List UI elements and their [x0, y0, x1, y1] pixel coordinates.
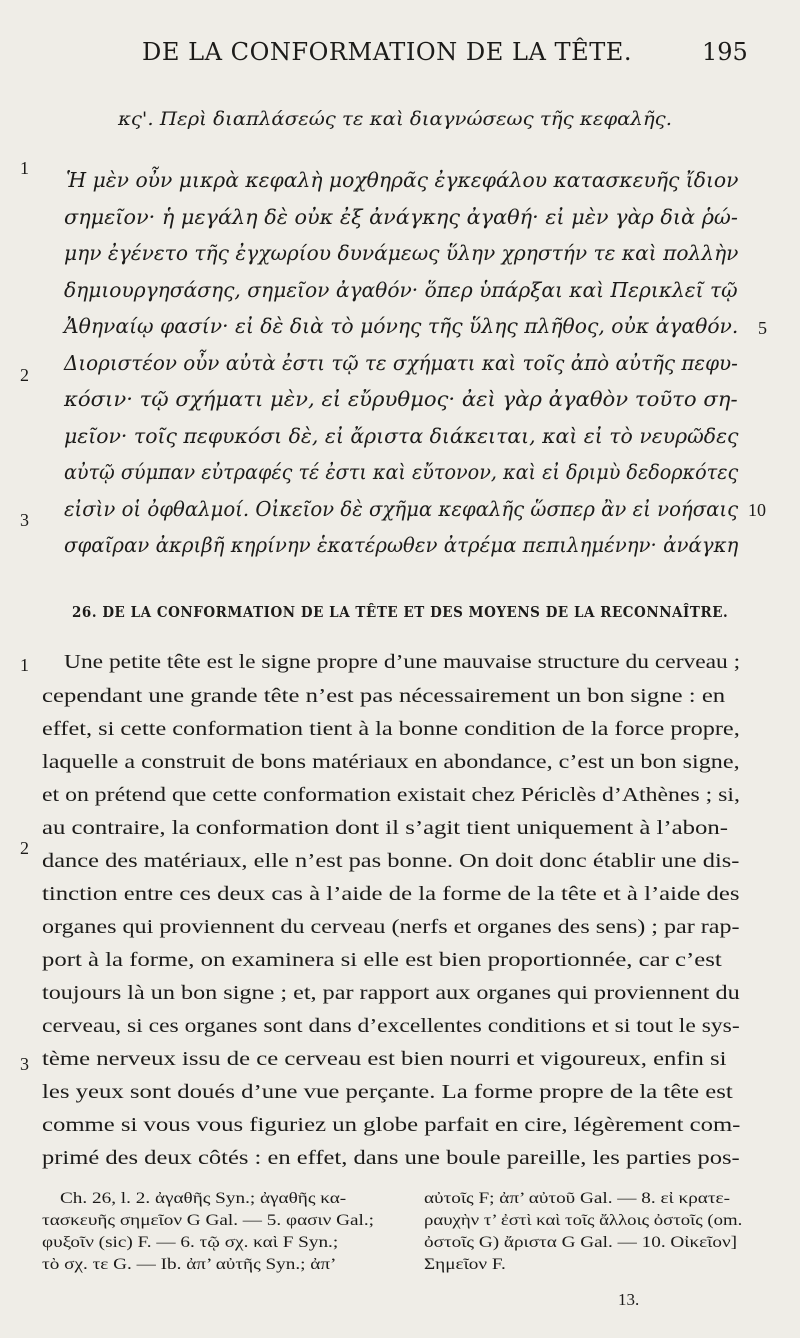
footnote-line-left: τὸ σχ. τε G. — Ib. ἀπ’ αὐτῆς Syn.; ἀπ’	[42, 1256, 337, 1273]
greek-line: σφαῖραν ἀκριβῆ κηρίνην ἑκατέρωθεν ἀτρέμα πεπιλημένην· ἀνάγκη	[64, 533, 739, 557]
french-line: comme si vous vous figuriez un globe parfait en cire, légèrement com-	[42, 1114, 741, 1136]
french-line: les yeux sont doués d’une vue perçante. La forme propre de la tête est	[42, 1081, 733, 1103]
greek-margin-number: 2	[20, 365, 29, 385]
french-line: cependant une grande tête n’est pas nécessairement un bon signe : en	[42, 685, 726, 707]
footnote-line-right: αὐτοῖς F; ἀπ’ αὐτοῦ Gal. — 8. εἰ κρατε-	[424, 1190, 731, 1207]
french-line: Une petite tête est le signe propre d’une mauvaise structure du cerveau ;	[64, 651, 741, 673]
greek-line: Ἀθηναίῳ φασίν· εἰ δὲ διὰ τὸ μόνης τῆς ὕλης πλῆθος, οὐκ ἀγαθόν.	[64, 314, 739, 338]
signature-mark: 13.	[618, 1290, 640, 1309]
greek-line: δημιουργησάσης, σημεῖον ἀγαθόν· ὅπερ ὑπάρξαι καὶ Περικλεῖ τῷ	[64, 278, 738, 302]
greek-line: κόσιν· τῷ σχήματι μὲν, εἰ εὔρυθμος· ἀεὶ γὰρ ἀγαθὸν τοῦτο ση-	[64, 387, 738, 411]
greek-line: Ἡ μὲν οὖν μικρὰ κεφαλὴ μοχθηρᾶς ἐγκεφάλου κατασκευῆς ἴδιον	[66, 168, 739, 192]
french-margin-number: 1	[20, 655, 29, 675]
footnote-line-left: Ch. 26, l. 2. ἀγαθῆς Syn.; ἀγαθῆς κα-	[60, 1190, 347, 1207]
greek-line: εἰσὶν οἱ ὀφθαλμοί. Οἰκεῖον δὲ σχῆμα κεφαλῆς ὥσπερ ἂν εἰ νοήσαις	[64, 497, 739, 521]
greek-line: σημεῖον· ἡ μεγάλη δὲ οὐκ ἐξ ἀνάγκης ἀγαθή· εἰ μὲν γὰρ διὰ ῥώ-	[64, 205, 738, 229]
french-line: organes qui proviennent du cerveau (nerfs et organes des sens) ; par rap-	[42, 916, 740, 938]
french-line: laquelle a construit de bons matériaux en abondance, c’est un bon signe,	[42, 751, 740, 773]
french-line: et on prétend que cette conformation existait chez Périclès d’Athènes ; si,	[42, 784, 740, 806]
greek-margin-number-right: 5	[758, 318, 767, 338]
running-title: DE LA CONFORMATION DE LA TÊTE.	[142, 38, 633, 66]
french-margin-number: 2	[20, 838, 29, 858]
french-line: tinction entre ces deux cas à l’aide de la forme de la tête et à l’aide des	[42, 883, 740, 905]
greek-section-heading: κς'. Περὶ διαπλάσεώς τε καὶ διαγνώσεως τῆς κεφαλῆς.	[118, 108, 672, 130]
french-line: toujours là un bon signe ; et, par rapport aux organes qui proviennent du	[42, 982, 740, 1004]
french-line: au contraire, la conformation dont il s’agit tient uniquement à l’abon-	[42, 817, 728, 839]
greek-margin-number: 1	[20, 158, 29, 178]
footnote-line-right: Σημεῖον F.	[424, 1256, 506, 1273]
page-number: 195	[702, 38, 748, 66]
french-line: cerveau, si ces organes sont dans d’excellentes conditions et si tout le sys-	[42, 1015, 740, 1037]
greek-line: αὐτῷ σύμπαν εὐτραφές τέ ἐστι καὶ εὔτονον, καὶ εἰ δριμὺ δεδορκότες	[64, 460, 739, 484]
french-line: port à la forme, on examinera si elle est bien proportionnée, car c’est	[42, 949, 722, 971]
greek-line: μεῖον· τοῖς πεφυκόσι δὲ, εἰ ἄριστα διάκειται, καὶ εἰ τὸ νευρῶδες	[64, 424, 739, 448]
french-line: primé des deux côtés : en effet, dans une boule pareille, les parties pos-	[42, 1147, 740, 1169]
french-line: tème nerveux issu de ce cerveau est bien nourri et vigoureux, enfin si	[42, 1048, 727, 1070]
footnote-line-left: τασκευῆς σημεῖον G Gal. — 5. φασιν Gal.;	[42, 1212, 374, 1229]
greek-line: Διοριστέον οὖν αὐτὰ ἐστι τῷ τε σχήματι καὶ τοῖς ἀπὸ αὐτῆς πεφυ-	[64, 351, 738, 375]
footnote-line-right: ὀστοῖς G) ἄριστα G Gal. — 10. Οἰκεῖον]	[424, 1234, 738, 1251]
greek-line: μην ἐγένετο τῆς ἐγχωρίου δυνάμεως ὕλην χρηστήν τε καὶ πολλὴν	[64, 241, 739, 265]
footnote-line-right: ραυχὴν τ’ ἐστὶ καὶ τοῖς ἄλλοις ὀστοῖς (om.	[424, 1212, 743, 1229]
french-line: effet, si cette conformation tient à la bonne condition de la force propre,	[42, 718, 740, 740]
greek-margin-number: 3	[20, 510, 29, 530]
french-section-heading: 26. DE LA CONFORMATION DE LA TÊTE ET DES MOYENS DE LA RECONNAÎTRE.	[72, 604, 729, 621]
french-line: dance des matériaux, elle n’est pas bonne. On doit donc établir une dis-	[42, 850, 740, 872]
greek-margin-number-right: 10	[748, 500, 766, 520]
footnote-line-left: φυξοῖν (sic) F. — 6. τῷ σχ. καὶ F Syn.;	[42, 1234, 339, 1251]
french-margin-number: 3	[20, 1054, 29, 1074]
